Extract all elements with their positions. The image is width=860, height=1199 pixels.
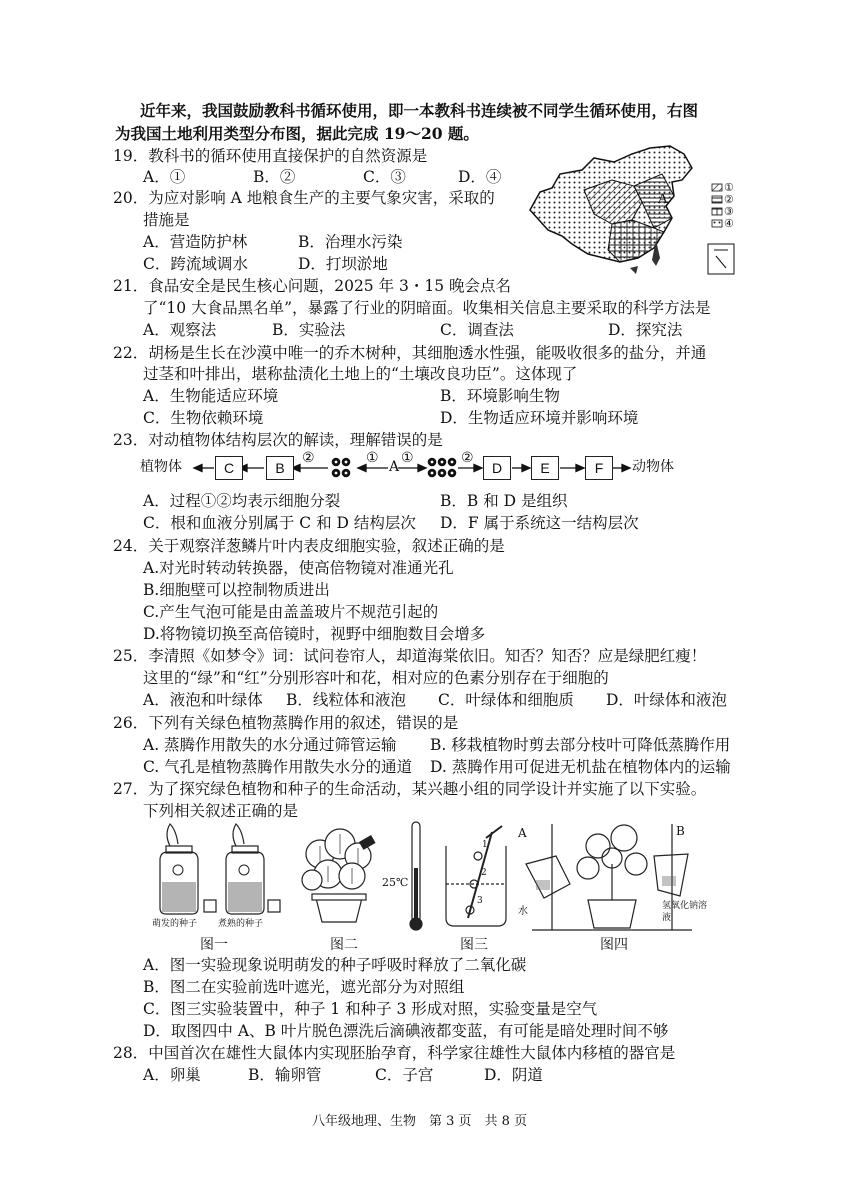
q20-option-b[interactable]: B．治理水污染 xyxy=(298,233,403,251)
chain-label-a: A xyxy=(389,459,400,475)
q24-option-c[interactable]: C.产生气泡可能是由盖盖玻片不规范引起的 xyxy=(143,603,439,621)
figure-4-label-water: 水 xyxy=(518,906,528,917)
q24-option-b[interactable]: B.细胞壁可以控制物质进出 xyxy=(143,581,330,599)
chain-step-2-right: ② xyxy=(461,450,474,466)
caption-figure-1: 图一 xyxy=(200,937,228,953)
chain-step-1-right: ① xyxy=(401,450,414,466)
q20-stem-2: 措施是 xyxy=(143,211,190,229)
caption-figure-2: 图二 xyxy=(330,937,358,953)
figure-3-seed-1: 1 xyxy=(482,840,488,850)
figure-3-temperature: 25℃ xyxy=(382,876,409,889)
q28-option-c[interactable]: C．子宫 xyxy=(375,1066,434,1084)
q20-option-a[interactable]: A．营造防护林 xyxy=(143,233,248,251)
figure-4-label-a: A xyxy=(518,826,527,840)
q27-stem-2: 下列相关叙述正确的是 xyxy=(143,802,299,820)
q25-option-c[interactable]: C．叶绿体和细胞质 xyxy=(438,691,574,709)
q26-option-d[interactable]: D. 蒸腾作用可促进无机盐在植物体内的运输 xyxy=(430,758,731,776)
figure-1-seed-jars xyxy=(148,820,283,932)
q28-option-a[interactable]: A．卵巢 xyxy=(143,1066,201,1084)
q26-option-b[interactable]: B. 移栽植物时剪去部分枝叶可降低蒸腾作用 xyxy=(430,736,731,754)
q19-option-a[interactable]: A．① xyxy=(143,168,186,186)
q25-option-d[interactable]: D．叶绿体和液泡 xyxy=(606,691,727,709)
figure-1-label-germinating: 萌发的种子 xyxy=(152,919,198,929)
q21-stem-2: 了“10 大食品黑名单”，暴露了行业的阴暗面。收集相关信息主要采取的科学方法是 xyxy=(143,299,711,317)
q24-option-a[interactable]: A.对光时转动转换器，使高倍物镜对准通光孔 xyxy=(143,559,454,577)
q27-stem-1: 27．为了探究绿色植物和种子的生命活动，某兴趣小组的同学设计并实施了以下实验。 xyxy=(113,780,707,798)
q21-option-a[interactable]: A．观察法 xyxy=(143,321,217,339)
chain-animal-label: 动物体 xyxy=(632,459,674,475)
q28-stem: 28．中国首次在雄性大鼠体内实现胚胎孕育，科学家往雄性大鼠体内移植的器官是 xyxy=(113,1044,676,1062)
chain-plant-label: 植物体 xyxy=(140,459,182,475)
q28-option-d[interactable]: D．阴道 xyxy=(484,1066,543,1084)
q22-stem-2: 过茎和叶排出，堪称盐渍化土地上的“土壤改良功臣”。这体现了 xyxy=(143,365,578,383)
figure-3-seed-3: 3 xyxy=(477,896,483,906)
q22-option-a[interactable]: A．生物能适应环境 xyxy=(143,387,279,405)
figure-1-label-boiled: 煮熟的种子 xyxy=(218,919,264,929)
q19-option-d[interactable]: D．④ xyxy=(458,168,502,186)
q20-option-c[interactable]: C．跨流域调水 xyxy=(143,255,248,273)
q27-option-a[interactable]: A．图一实验现象说明萌发的种子呼吸时释放了二氧化碳 xyxy=(143,956,527,974)
q22-stem-1: 22．胡杨是生长在沙漠中唯一的乔木树种，其细胞透水性强，能吸收很多的盐分，并通 xyxy=(113,344,707,362)
chain-box-b: B xyxy=(266,456,294,480)
q19-option-b[interactable]: B．② xyxy=(253,168,296,186)
q19-option-c[interactable]: C．③ xyxy=(363,168,406,186)
caption-figure-4: 图四 xyxy=(600,937,628,953)
chain-box-d: D xyxy=(483,456,511,480)
intro-line-1: 近年来，我国鼓励教科书循环使用，即一本教科书连续被不同学生循环使用，右图 xyxy=(140,101,699,120)
q25-option-a[interactable]: A．液泡和叶绿体 xyxy=(143,691,263,709)
figure-2-potted-plant xyxy=(298,824,380,928)
q27-option-c[interactable]: C．图三实验装置中，种子 1 和种子 3 形成对照，实验变量是空气 xyxy=(143,1000,598,1018)
q21-option-d[interactable]: D．探究法 xyxy=(608,321,683,339)
q26-stem: 26．下列有关绿色植物蒸腾作用的叙述，错误的是 xyxy=(113,714,459,732)
q28-option-b[interactable]: B．输卵管 xyxy=(248,1066,322,1084)
chain-box-e: E xyxy=(531,456,559,480)
q25-stem-2: 这里的“绿”和“红”分别形容叶和花，相对应的色素分别存在于细胞的 xyxy=(143,669,609,687)
map-legend-1: ① xyxy=(724,181,734,194)
q20-stem-1: 20．为应对影响 A 地粮食生产的主要气象灾害，采取的 xyxy=(113,189,495,207)
figure-4-label-naoh: 氢氧化钠溶液 xyxy=(662,901,708,923)
q21-stem-1: 21．食品安全是民生核心问题，2025 年 3・15 晚会点名 xyxy=(113,277,512,295)
q23-option-c[interactable]: C．根和血液分别属于 C 和 D 结构层次 xyxy=(143,514,416,532)
structure-level-chain xyxy=(140,452,720,486)
page-footer: 八年级地理、生物 第 3 页 共 8 页 xyxy=(312,1114,528,1129)
q24-option-d[interactable]: D.将物镜切换至高倍镜时，视野中细胞数目会增多 xyxy=(143,625,486,643)
q23-option-d[interactable]: D．F 属于系统这一结构层次 xyxy=(440,514,639,532)
q23-option-a[interactable]: A．过程①②均表示细胞分裂 xyxy=(143,492,341,510)
chain-box-c: C xyxy=(215,456,243,480)
chain-step-2-left: ② xyxy=(302,450,315,466)
q27-option-d[interactable]: D．取图四中 A、B 叶片脱色漂洗后滴碘液都变蓝，有可能是暗处理时间不够 xyxy=(143,1022,669,1040)
figure-4-plant-bags xyxy=(512,818,712,934)
q20-option-d[interactable]: D．打坝淤地 xyxy=(298,255,388,273)
intro-line-2: 为我国土地利用类型分布图，据此完成 19～20 题。 xyxy=(115,124,479,143)
figure-4-label-b: B xyxy=(676,824,685,838)
map-legend-4: ④ xyxy=(724,217,734,230)
q22-option-b[interactable]: B．环境影响生物 xyxy=(440,387,560,405)
land-use-map xyxy=(522,140,742,278)
chain-box-f: F xyxy=(585,456,613,480)
chain-step-1-left: ① xyxy=(366,450,379,466)
figure-3-beaker-setup xyxy=(382,818,512,934)
map-legend-2: ② xyxy=(724,193,734,206)
q23-option-b[interactable]: B．B 和 D 是组织 xyxy=(440,492,568,510)
caption-figure-3: 图三 xyxy=(460,937,488,953)
figure-3-seed-2: 2 xyxy=(481,868,487,878)
q23-stem: 23．对动植物体结构层次的解读，理解错误的是 xyxy=(113,431,443,449)
q25-option-b[interactable]: B．线粒体和液泡 xyxy=(286,691,406,709)
q21-option-b[interactable]: B．实验法 xyxy=(272,321,346,339)
map-legend-3: ③ xyxy=(724,205,734,218)
map-label-a: A xyxy=(658,192,668,207)
q22-option-c[interactable]: C．生物依赖环境 xyxy=(143,409,264,427)
q22-option-d[interactable]: D．生物适应环境并影响环境 xyxy=(440,409,639,427)
q24-stem: 24．关于观察洋葱鳞片叶内表皮细胞实验，叙述正确的是 xyxy=(113,537,505,555)
q27-option-b[interactable]: B．图二在实验前选叶遮光，遮光部分为对照组 xyxy=(143,978,465,996)
q19-stem: 19．教科书的循环使用直接保护的自然资源是 xyxy=(113,147,428,165)
q26-option-a[interactable]: A. 蒸腾作用散失的水分通过筛管运输 xyxy=(143,736,397,754)
q25-stem-1: 25．李清照《如梦令》词：试问卷帘人，却道海棠依旧。知否？知否？应是绿肥红瘦！ xyxy=(113,647,707,665)
q21-option-c[interactable]: C．调查法 xyxy=(440,321,514,339)
q26-option-c[interactable]: C. 气孔是植物蒸腾作用散失水分的通道 xyxy=(143,758,413,776)
